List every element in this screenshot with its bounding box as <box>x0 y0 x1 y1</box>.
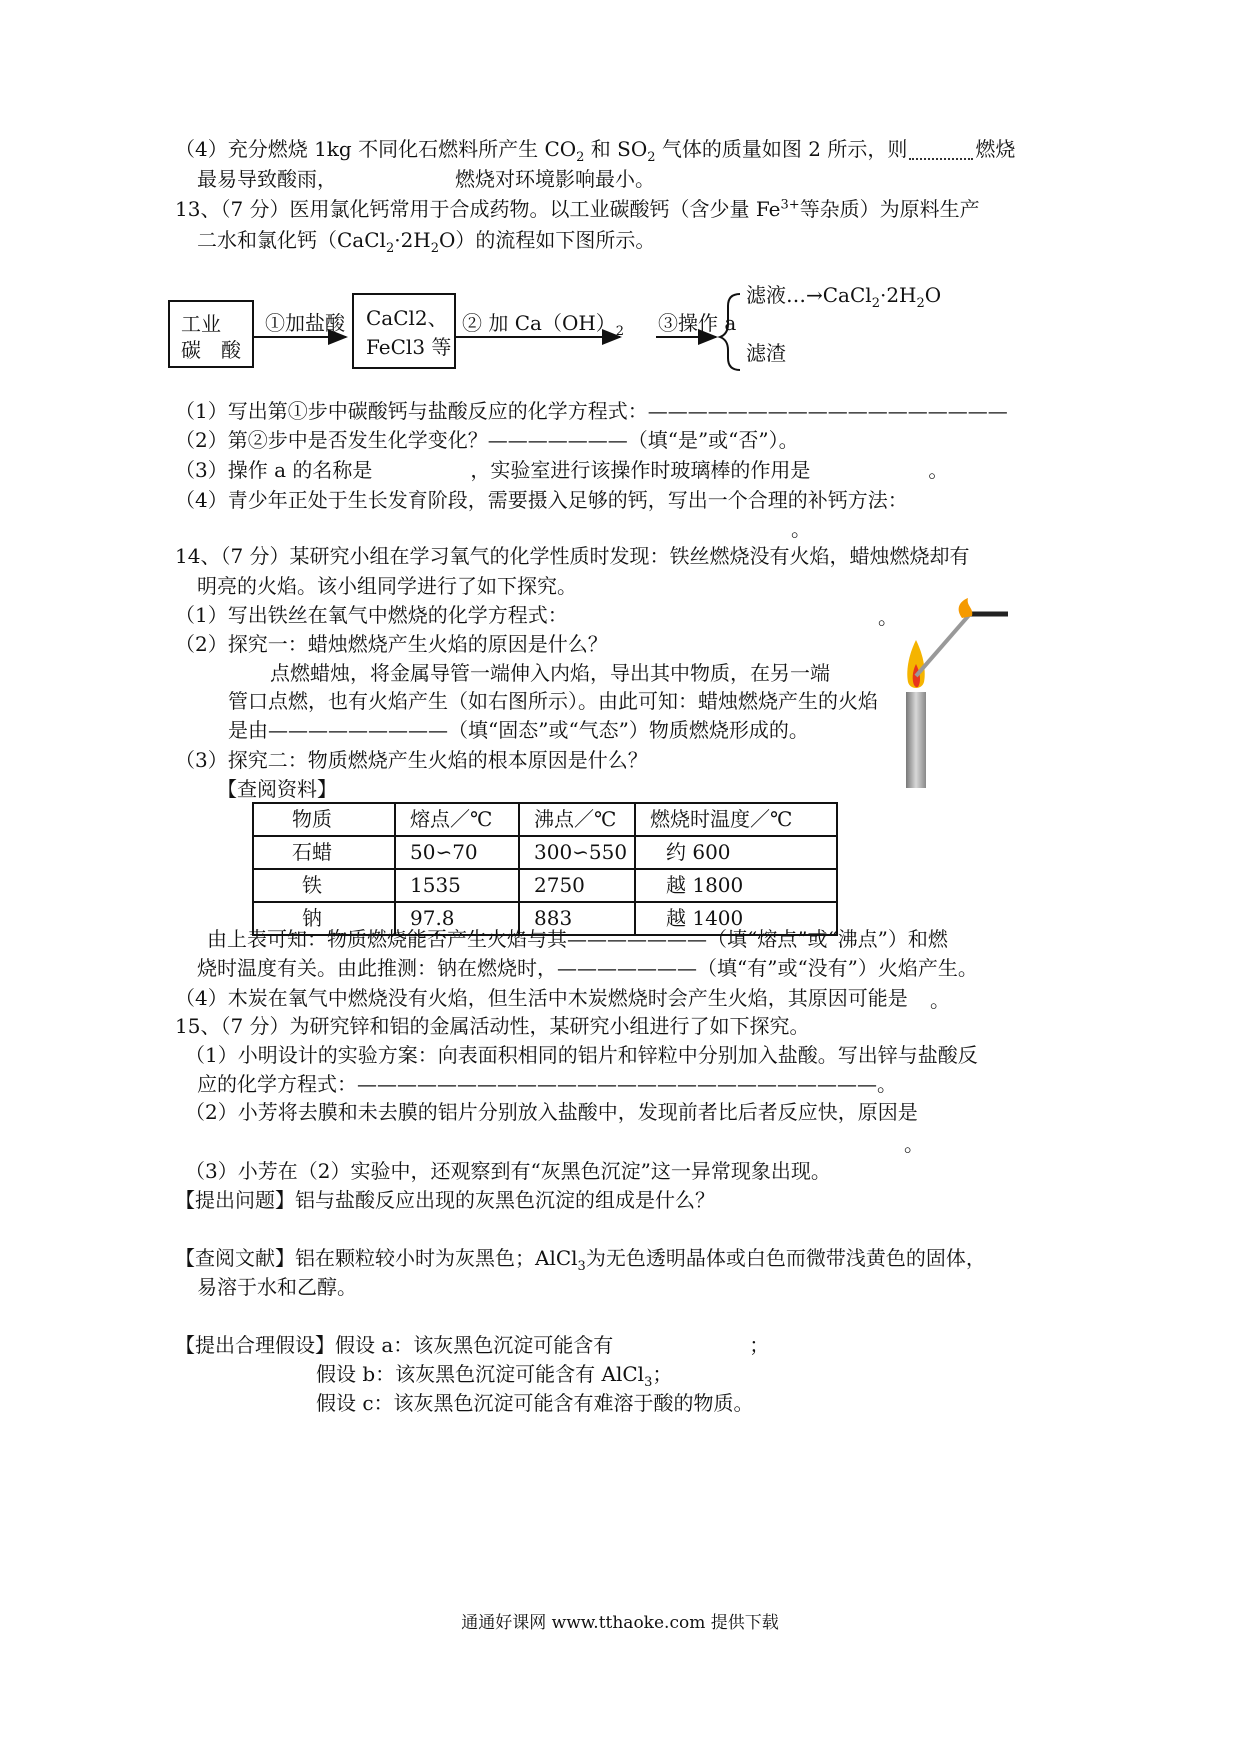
q15-literature-line2: 易溶于水和乙醇。 <box>197 1275 357 1299</box>
q14-p3-line1: 由上表可知：物质燃烧能否产生火焰与其———————（填“熔点”或“沸点”）和燃 <box>207 927 948 951</box>
table-cell: 883 <box>519 902 635 935</box>
q15-hyp-a-end: ； <box>749 1333 770 1357</box>
q13-p4: （4）青少年正处于生长发育阶段，需要摄入足够的钙，写出一个合理的补钙方法： <box>175 488 908 512</box>
q13-p3-a: （3）操作 a 的名称是 <box>175 458 373 482</box>
metal-tube <box>916 614 970 676</box>
page-footer: 通通好课网 www.tthaoke.com 提供下载 <box>461 1613 779 1633</box>
q13-title-sup: 3+ <box>780 197 800 213</box>
flow-box1-line1: 工业 <box>181 312 221 336</box>
table-header-cell: 物质 <box>253 803 395 836</box>
table-cell: 石蜡 <box>253 836 395 869</box>
flow-step3-label: ③操作 a <box>658 311 737 335</box>
q14-p3: （3）探究二：物质燃烧产生火焰的根本原因是什么？ <box>175 748 648 772</box>
candle-body <box>906 692 926 788</box>
q13-p3-c: 。 <box>928 458 949 482</box>
q13-p3 <box>175 457 948 483</box>
q15-p1: （1）小明设计的实验方案：向表面积相同的铝片和锌粒中分别加入盐酸。写出锌与盐酸反 <box>185 1043 978 1067</box>
q15-p1-line2: 应的化学方程式：——————————————————————————。 <box>197 1072 897 1096</box>
q14-p3-line2: 烧时温度有关。由此推测：钠在燃烧时，———————（填“有”或“没有”）火焰产生。 <box>197 956 978 980</box>
table-header-cell: 沸点／℃ <box>519 803 635 836</box>
q12-part4-line2 <box>197 166 655 192</box>
flow-step2-label <box>462 310 625 339</box>
table-cell: 铁 <box>253 869 395 902</box>
table-row <box>253 836 837 869</box>
q15-lit-b: 为无色透明晶体或白色而微带浅黄色的固体， <box>585 1246 986 1270</box>
q13-p2: （2）第②步中是否发生化学变化？———————（填“是”或“否”）。 <box>175 428 799 452</box>
q12-part4-text-a: （4）充分燃烧 1kg 不同化石燃料所产生 CO <box>175 137 577 161</box>
table-header-cell: 熔点／℃ <box>395 803 519 836</box>
table-row <box>253 869 837 902</box>
q14-p2-line2: 点燃蜡烛，将金属导管一端伸入内焰，导出其中物质，在另一端 <box>270 661 830 685</box>
q15-question: 【提出问题】铝与盐酸反应出现的灰黑色沉淀的组成是什么？ <box>175 1188 715 1212</box>
table-cell: 越 1800 <box>635 869 837 902</box>
candle-experiment-illustration <box>890 590 1020 790</box>
q15-hyp-b-sub: 3 <box>644 1375 653 1390</box>
q14-p4: （4）木炭在氧气中燃烧没有火焰，但生活中木炭燃烧时会产生火焰，其原因可能是 <box>175 986 908 1010</box>
q15-p3: （3）小芳在（2）实验中，还观察到有“灰黑色沉淀”这一异常现象出现。 <box>185 1159 831 1183</box>
answer-blank-dotted[interactable] <box>909 142 973 160</box>
table-cell: 50∽70 <box>395 836 519 869</box>
q15-title: 15、（7 分）为研究锌和铝的金属活动性，某研究小组进行了如下探究。 <box>175 1014 810 1038</box>
q15-hypothesis-a <box>175 1332 769 1358</box>
flow-box1-line2: 碳 酸 <box>181 338 241 362</box>
q15-hyp-b-text: 假设 b：该灰黑色沉淀可能含有 AlCl <box>316 1362 645 1386</box>
q12-part4-text-c: 气体的质量如图 2 所示，则 <box>655 137 908 161</box>
q14-p1: （1）写出铁丝在氧气中燃烧的化学方程式： <box>175 603 568 627</box>
q15-p2-end: 。 <box>904 1132 924 1156</box>
q15-p2: （2）小芳将去膜和未去膜的铝片分别放入盐酸中，发现前者比后者反应快，原因是 <box>185 1100 918 1124</box>
flow-output1-b: ·2H <box>879 283 917 307</box>
q13-p4-end: 。 <box>791 517 811 541</box>
flow-output-filtrate <box>746 282 942 311</box>
table-cell: 300∽550 <box>519 836 635 869</box>
q13-title-b: 等杂质）为原料生产 <box>799 197 980 221</box>
q13-p1: （1）写出第①步中碳酸钙与盐酸反应的化学方程式：—————————————————— <box>175 399 1008 423</box>
q15-lit-sub: 3 <box>577 1259 586 1274</box>
q12-part4-text-d: 燃烧 <box>975 137 1016 161</box>
flow-output-residue: 滤渣 <box>746 341 786 365</box>
flow-sub: 2 <box>916 296 925 311</box>
q13-sub: 2 <box>430 241 440 256</box>
q12-sub: 2 <box>576 150 585 165</box>
flow-step2-sub: 2 <box>615 324 625 339</box>
q13-title-line2-c: O）的流程如下图所示。 <box>439 228 656 252</box>
q13-title-line2 <box>197 227 656 256</box>
q12-part4-line2-a: 最易导致酸雨， <box>197 167 337 191</box>
q13-title-a: 13、（7 分）医用氯化钙常用于合成药物。以工业碳酸钙（含少量 Fe <box>175 197 781 221</box>
q13-title-line2-b: ·2H <box>394 228 431 252</box>
q14-p2-line4: 是由—————————（填“固态”或“气态”）物质燃烧形成的。 <box>228 718 809 742</box>
q14-p2-line3: 管口点燃，也有火焰产生（如右图所示）。由此可知：蜡烛燃烧产生的火焰 <box>228 689 878 713</box>
table-cell: 1535 <box>395 869 519 902</box>
q14-p4-end: 。 <box>930 988 950 1012</box>
q15-hypothesis-c: 假设 c：该灰黑色沉淀可能含有难溶于酸的物质。 <box>316 1391 754 1415</box>
flow-output1-c: O <box>924 283 942 307</box>
q12-sub: 2 <box>647 150 656 165</box>
q12-part4-line2-b: 燃烧对环境影响最小。 <box>455 167 655 191</box>
table-cell: 2750 <box>519 869 635 902</box>
flow-step2-text: ② 加 Ca（OH） <box>462 311 616 335</box>
flow-box2-line2: FeCl3 等 <box>366 335 452 359</box>
flow-sub: 2 <box>871 296 880 311</box>
q13-p3-b: ，实验室进行该操作时玻璃棒的作用是 <box>470 458 811 482</box>
q15-hyp-b-end: ； <box>652 1362 673 1386</box>
q12-part4-text-b: 和 SO <box>584 137 648 161</box>
table-header-row <box>253 803 837 836</box>
q15-hypothesis-b <box>316 1361 673 1390</box>
flow-box2-line1: CaCl2、 <box>366 306 448 330</box>
table-cell: 越 1400 <box>635 902 837 935</box>
q14-p2: （2）探究一：蜡烛燃烧产生火焰的原因是什么？ <box>175 632 608 656</box>
q15-hyp-a-text: 【提出合理假设】假设 a：该灰黑色沉淀可能含有 <box>175 1333 614 1357</box>
q15-literature <box>175 1245 986 1274</box>
table-cell: 97.8 <box>395 902 519 935</box>
table-cell: 钠 <box>253 902 395 935</box>
q14-p3-ref: 【查阅资料】 <box>217 777 337 801</box>
q13-title <box>175 196 980 222</box>
flow-step1-label: ①加盐酸 <box>265 311 345 335</box>
q13-title-line2-a: 二水和氯化钙（CaCl <box>197 228 386 252</box>
q12-part4-line1 <box>175 136 1016 165</box>
flow-output1-a: 滤液…→CaCl <box>746 283 872 307</box>
table-cell: 约 600 <box>635 836 837 869</box>
table-header-cell: 燃烧时温度／℃ <box>635 803 837 836</box>
q14-title: 14、（7 分）某研究小组在学习氧气的化学性质时发现：铁丝燃烧没有火焰，蜡烛燃烧却有 <box>175 544 970 568</box>
data-table-melting-boiling <box>252 802 838 936</box>
q14-title-line2: 明亮的火焰。该小组同学进行了如下探究。 <box>197 574 577 598</box>
q14-p1-end: 。 <box>878 605 898 629</box>
q13-sub: 2 <box>385 241 395 256</box>
q15-lit-a: 【查阅文献】铝在颗粒较小时为灰黑色；AlCl <box>175 1246 578 1270</box>
tube-end-flame <box>959 598 973 618</box>
